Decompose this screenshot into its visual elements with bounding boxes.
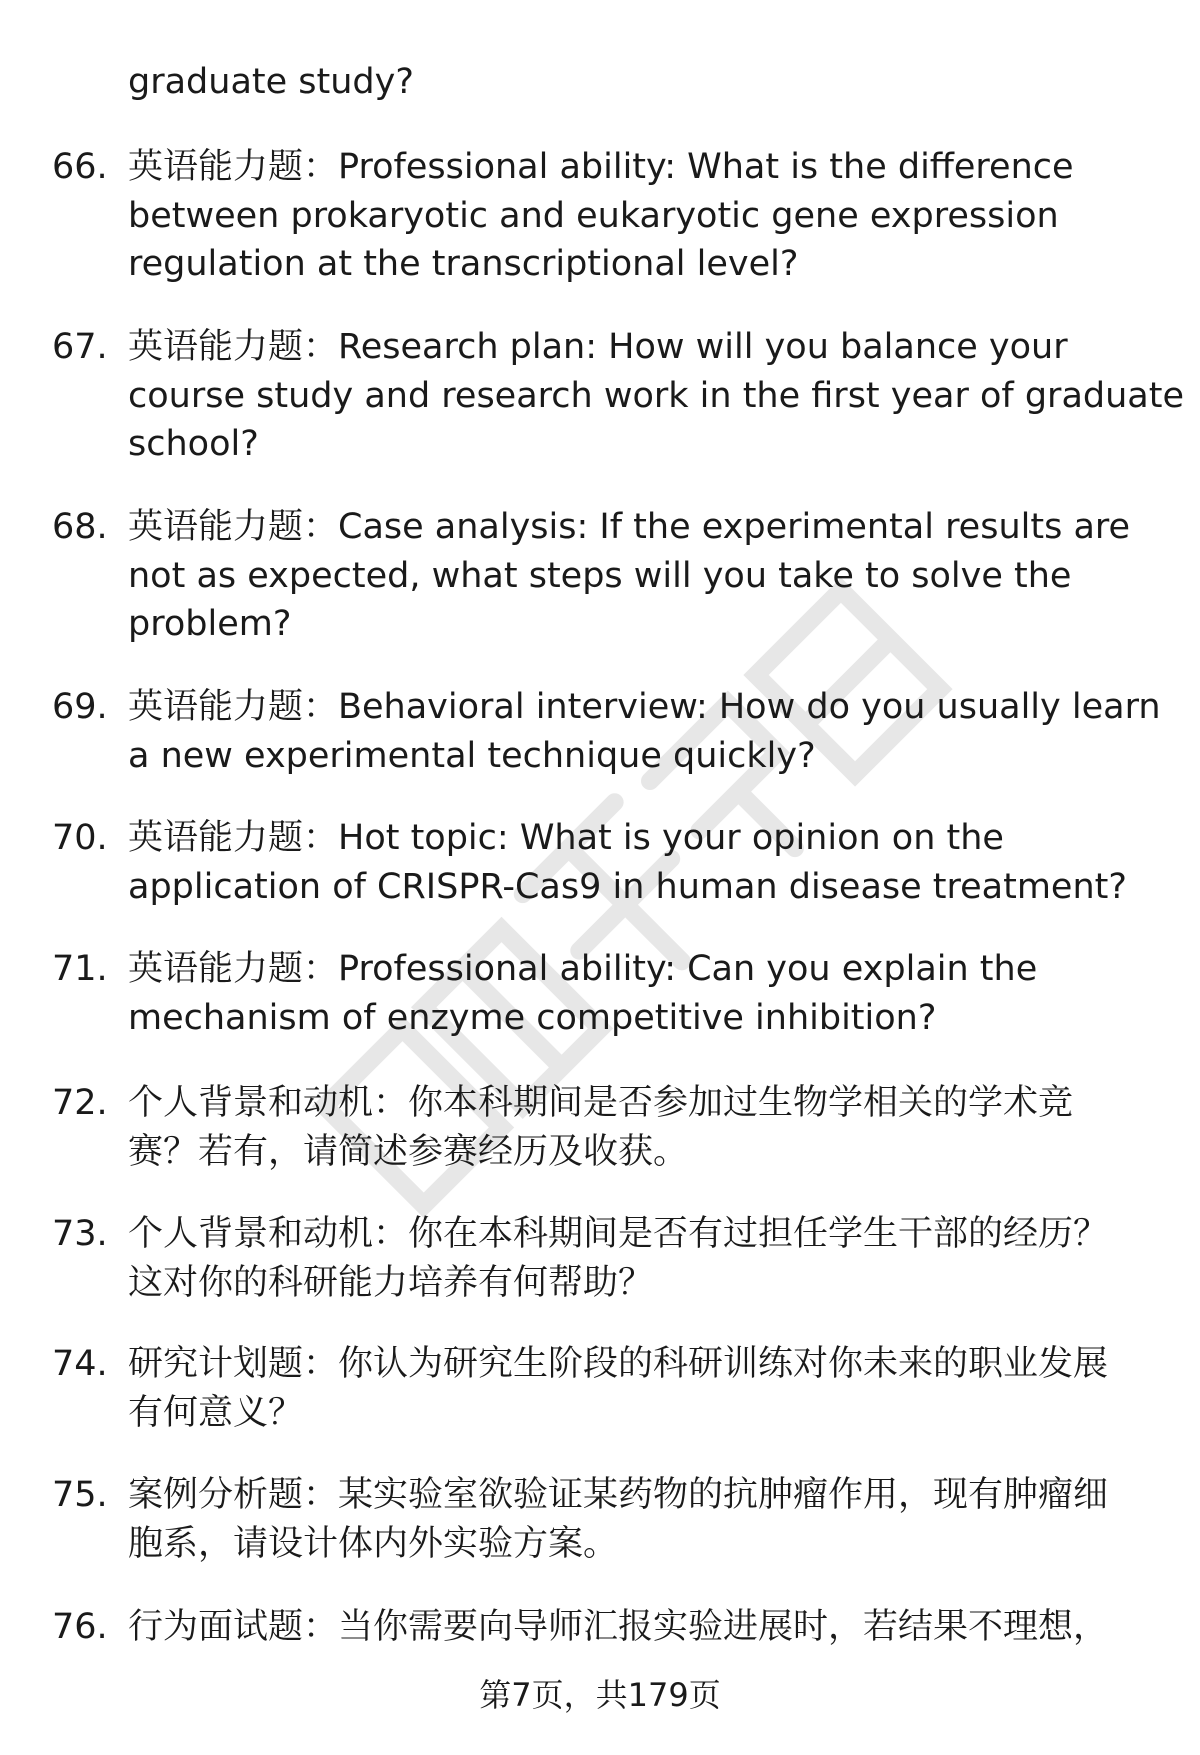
item-line: 英语能力题：Hot topic: What is your opinion on the — [128, 818, 1004, 858]
item-line: a new experimental technique quickly? — [128, 735, 816, 776]
item-line: 有何意义？ — [128, 1392, 304, 1433]
item-text — [128, 683, 1188, 780]
continuation-text: graduate study? — [128, 62, 414, 102]
item-text — [128, 143, 1188, 289]
item-line: 研究计划题：你认为研究生阶段的科研训练对你未来的职业发展 — [128, 1344, 1109, 1384]
item-number: 71. — [52, 949, 108, 989]
item-text — [128, 814, 1188, 911]
item-number: 76. — [52, 1607, 108, 1647]
item-text — [128, 1471, 1188, 1568]
item-line: problem? — [128, 604, 292, 644]
item-text — [128, 1079, 1188, 1176]
item-line: 英语能力题：Research plan: How will you balance your — [128, 327, 1068, 367]
item-line: mechanism of enzyme competitive inhibition? — [128, 997, 937, 1038]
item-line: 行为面试题：当你需要向导师汇报实验进展时，若结果不理想， — [128, 1607, 1109, 1647]
item-text — [128, 323, 1188, 469]
item-number: 68. — [52, 507, 108, 547]
item-line: regulation at the transcriptional level? — [128, 244, 799, 284]
item-line: 个人背景和动机：你在本科期间是否有过担任学生干部的经历？ — [128, 1214, 1109, 1254]
item-text — [128, 1340, 1188, 1437]
item-number: 72. — [52, 1083, 108, 1123]
item-number: 66. — [52, 147, 108, 187]
item-line: 个人背景和动机：你本科期间是否参加过生物学相关的学术竞 — [128, 1083, 1074, 1123]
item-line: application of CRISPR-Cas9 in human disease treatment? — [128, 866, 1127, 907]
item-line: 这对你的科研能力培养有何帮助？ — [128, 1262, 654, 1303]
item-number: 67. — [52, 327, 108, 367]
item-line: 英语能力题：Professional ability: What is the difference — [128, 147, 1074, 187]
item-line: not as expected, what steps will you take to solve the — [128, 555, 1072, 596]
item-line: 英语能力题：Case analysis: If the experimental results are — [128, 507, 1131, 547]
item-text — [128, 503, 1188, 649]
item-line: 案例分析题：某实验室欲验证某药物的抗肿瘤作用，现有肿瘤细 — [128, 1475, 1109, 1515]
item-number: 74. — [52, 1344, 108, 1384]
page-footer: 第7页，共179页 — [479, 1676, 721, 1714]
item-line: 胞系，请设计体内外实验方案。 — [128, 1523, 619, 1564]
item-text — [128, 1210, 1188, 1307]
item-line: school? — [128, 424, 259, 464]
item-text — [128, 1603, 1188, 1652]
item-number: 73. — [52, 1214, 108, 1254]
item-number: 75. — [52, 1475, 108, 1515]
item-line: 赛？若有，请简述参赛经历及收获。 — [128, 1131, 689, 1172]
item-line: between prokaryotic and eukaryotic gene expression — [128, 195, 1059, 236]
item-number: 70. — [52, 818, 108, 858]
item-number: 69. — [52, 687, 108, 727]
item-line: 英语能力题：Professional ability: Can you explain the — [128, 949, 1038, 989]
item-line: course study and research work in the first year of graduate — [128, 375, 1184, 416]
item-text — [128, 945, 1188, 1042]
item-line: 英语能力题：Behavioral interview: How do you usually learn — [128, 687, 1161, 727]
